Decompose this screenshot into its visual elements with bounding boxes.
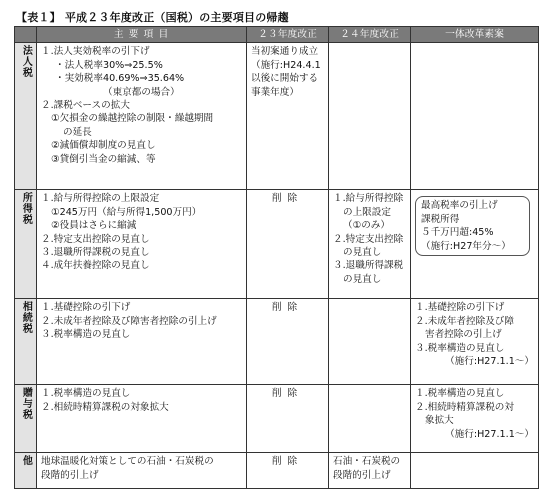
category-gift: 贈与税 <box>15 385 37 453</box>
h23-income: 削除 <box>247 190 329 299</box>
header-corner <box>15 27 37 43</box>
reform-income-bracket: 最高税率の引上げ 課税所得 ５千万円超:45% （施行:H27年分〜） <box>415 196 530 256</box>
table-row-gift <box>15 385 539 453</box>
table-row-other <box>15 453 539 489</box>
category-corporate: 法人税 <box>15 43 37 190</box>
header-h23: ２３年度改正 <box>247 27 329 43</box>
h23-other: 削除 <box>247 453 329 489</box>
category-other: 他 <box>15 453 37 489</box>
h24-other: 石油・石炭税の 段階的引上げ <box>329 453 411 489</box>
header-h24: ２４年度改正 <box>329 27 411 43</box>
items-income: １.給与所得控除の上限設定 ①245万円（給与所得1,500万円） ②役員はさらに縮減 ２.特定支出控除の見直し ３.退職所得課税の見直し ４.成年扶養控除の見直し <box>37 190 247 299</box>
h24-income: １.給与所得控除 の上限設定 （①のみ） ２.特定支出控除 の見直し ３.退職所得課税 の見直し <box>329 190 411 299</box>
h23-gift: 削除 <box>247 385 329 453</box>
header-row <box>15 27 539 43</box>
reform-income <box>411 190 539 299</box>
header-main-items: 主 要 項 目 <box>37 27 247 43</box>
h24-inheritance <box>329 299 411 385</box>
reform-gift: １.税率構造の見直し ２.相続時精算課税の対 象拡大 （施行:H27.1.1〜） <box>411 385 539 453</box>
items-other: 地球温暖化対策としての石油・石炭税の 段階的引上げ <box>37 453 247 489</box>
h24-gift <box>329 385 411 453</box>
h23-inheritance: 削除 <box>247 299 329 385</box>
reform-corporate <box>411 43 539 190</box>
items-gift: １.税率構造の見直し ２.相続時精算課税の対象拡大 <box>37 385 247 453</box>
header-reform: 一体改革素案 <box>411 27 539 43</box>
h23-corporate: 当初案通り成立 （施行:H24.4.1 以後に開始する 事業年度） <box>247 43 329 190</box>
category-income: 所得税 <box>15 190 37 299</box>
tax-reform-table <box>14 26 539 489</box>
items-inheritance: １.基礎控除の引下げ ２.未成年者控除及び障害者控除の引上げ ３.税率構造の見直し <box>37 299 247 385</box>
category-inheritance: 相続税 <box>15 299 37 385</box>
items-corporate: １.法人実効税率の引下げ ・法人税率30%⇒25.5% ・実効税率40.69%⇒35.64% （東京都の場合） ２.課税ベースの拡大 ①欠損金の繰越控除の制限・繰越期間 の延長 ②減価償却制度の見直し ③貸倒引当金の縮減、等 <box>37 43 247 190</box>
reform-inheritance: １.基礎控除の引下げ ２.未成年者控除及び障 害者控除の引上げ ３.税率構造の見直し （施行:H27.1.1〜） <box>411 299 539 385</box>
table-row-corporate <box>15 43 539 190</box>
table-row-income <box>15 190 539 299</box>
table-row-inheritance <box>15 299 539 385</box>
table-title: 【表１】 平成２３年度改正（国税）の主要項目の帰趨 <box>16 11 289 24</box>
reform-other <box>411 453 539 489</box>
h24-corporate <box>329 43 411 190</box>
